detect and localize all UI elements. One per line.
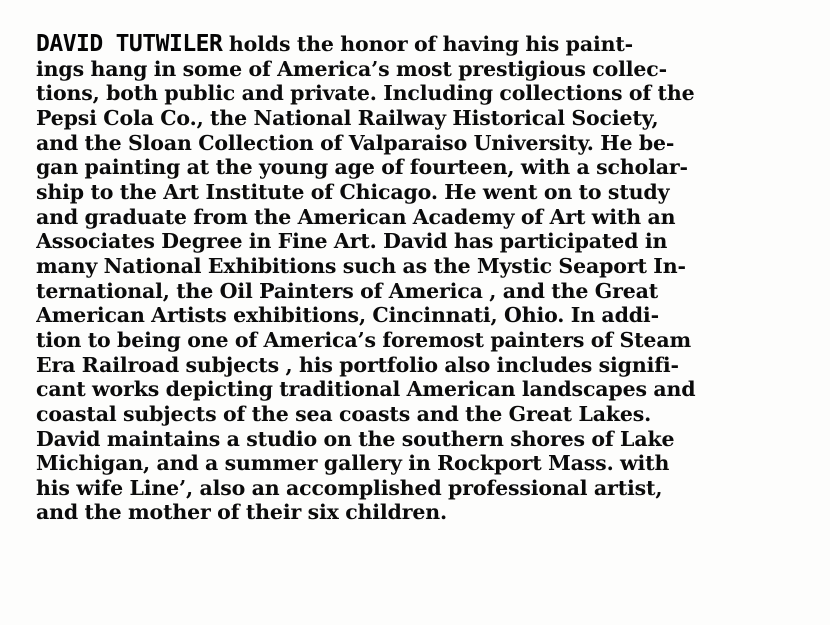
bio-line: Era Railroad subjects , his portfolio also includes signifi- [36, 352, 679, 377]
artist-biography [36, 32, 816, 525]
artist-name: DAVID TUTWILER [36, 32, 223, 57]
bio-line: ternational, the Oil Painters of America , and the Great [36, 278, 659, 303]
bio-line: gan painting at the young age of fourteen, with a scholar- [36, 155, 688, 180]
bio-line: and graduate from the American Academy of Art with an [36, 204, 676, 229]
bio-line: ings hang in some of America’s most prestigious collec- [36, 56, 667, 81]
bio-line: David maintains a studio on the southern shores of Lake [36, 426, 675, 451]
bio-line: coastal subjects of the sea coasts and the Great Lakes. [36, 401, 652, 426]
bio-line: cant works depicting traditional American landscapes and [36, 377, 696, 402]
bio-line: Pepsi Cola Co., the National Railway Historical Society, [36, 105, 659, 130]
bio-line: tions, both public and private. Including collections of the [36, 81, 695, 106]
bio-line-text: holds the honor of having his paint- [222, 32, 634, 56]
bio-line: Michigan, and a summer gallery in Rockport Mass. with [36, 451, 670, 476]
bio-line: Associates Degree in Fine Art. David has participated in [36, 229, 668, 254]
bio-line: his wife Line’, also an accomplished professional artist, [36, 475, 663, 500]
bio-line: American Artists exhibitions, Cincinnati, Ohio. In addi- [36, 303, 659, 328]
bio-line: ship to the Art Institute of Chicago. He went on to study [36, 179, 670, 204]
bio-line: and the Sloan Collection of Valparaiso University. He be- [36, 130, 675, 155]
bio-line: and the mother of their six children. [36, 500, 448, 525]
bio-line [36, 32, 816, 57]
bio-line: many National Exhibitions such as the Mystic Seaport In- [36, 253, 686, 278]
bio-line: tion to being one of America’s foremost painters of Steam [36, 327, 692, 352]
